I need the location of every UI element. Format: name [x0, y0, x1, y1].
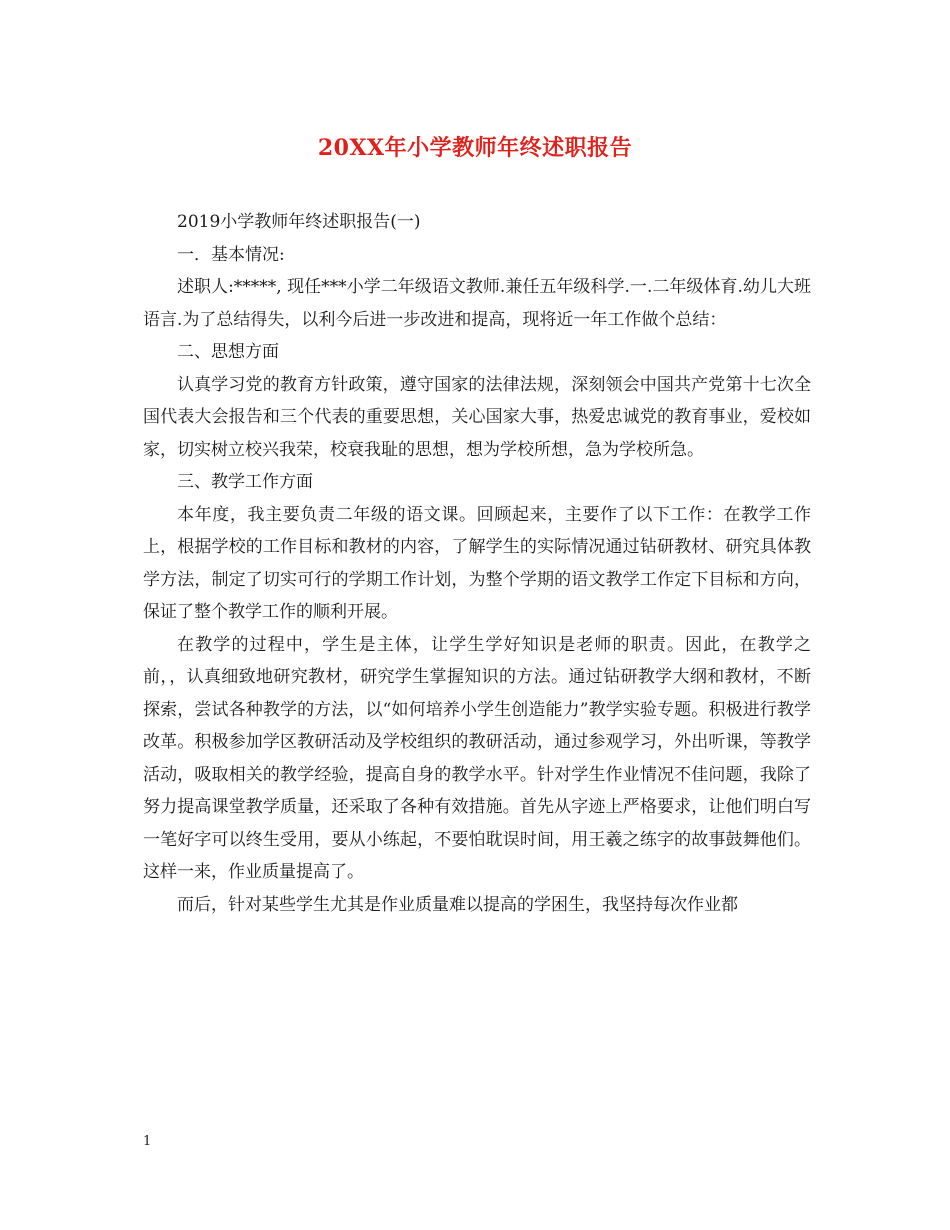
paragraph-teaching-process: 在教学的过程中，学生是主体，让学生学好知识是老师的职责。因此，在教学之前，，认真细致地研究教材，研究学生掌握知识的方法。通过钻研教学大纲和教材，不断探索，尝试各种教学的方法，以“如何培养小学生创造能力”教学实验专题。积极进行教学改革。积极参加学区教研活动及学校组织的教研活动，通过参观学习，外出听课，等教学活动，吸取相关的教学经验，提高自身的教学水平。针对学生作业情况不佳问题，我除了努力提高课堂教学质量，还采取了各种有效措施。首先从字迹上严格要求，让他们明白写一笔好字可以终生受用，要从小练起，不要怕耽误时间，用王羲之练字的故事鼓舞他们。这样一来，作业质量提高了。 — [143, 634, 811, 882]
paragraph-teaching-overview: 本年度，我主要负责二年级的语文课。回顾起来，主要作了以下工作：在教学工作上，根据学校的工作目标和教材的内容，了解学生的实际情况通过钻研教材、研究具体教学方法，制定了切实可行的学期工作计划，为整个学期的语文教学工作定下目标和方向，保证了整个教学工作的顺利开展。 — [143, 504, 811, 622]
document-title: 20XX年小学教师年终述职报告 — [317, 135, 633, 161]
paragraph-struggling-students: 而后，针对某些学生尤其是作业质量难以提高的学困生，我坚持每次作业都 — [177, 894, 738, 915]
paragraph-section-basic-info: 一．基本情况: — [177, 244, 285, 265]
paragraph-section-ideology: 二、思想方面 — [177, 342, 279, 362]
paragraph-report-subtitle: 2019小学教师年终述职报告(一) — [177, 212, 421, 232]
page-number: 1 — [143, 1134, 152, 1149]
paragraph-section-teaching: 三、教学工作方面 — [177, 472, 313, 492]
paragraph-ideology-content: 认真学习党的教育方针政策，遵守国家的法律法规，深刻领会中国共产党第十七次全国代表大会报告和三个代表的重要思想，关心国家大事，热爱忠诚党的教育事业，爱校如家，切实树立校兴我荣，校衰我耻的思想，想为学校所想，急为学校所急。 — [143, 374, 811, 460]
document-body — [143, 206, 811, 921]
paragraph-reporter-info: 述职人:*****, 现任***小学二年级语文教师.兼任五年级科学.一.二年级体育.幼儿大班语言.为了总结得失，以利今后进一步改进和提高，现将近一年工作做个总结： — [143, 277, 811, 330]
